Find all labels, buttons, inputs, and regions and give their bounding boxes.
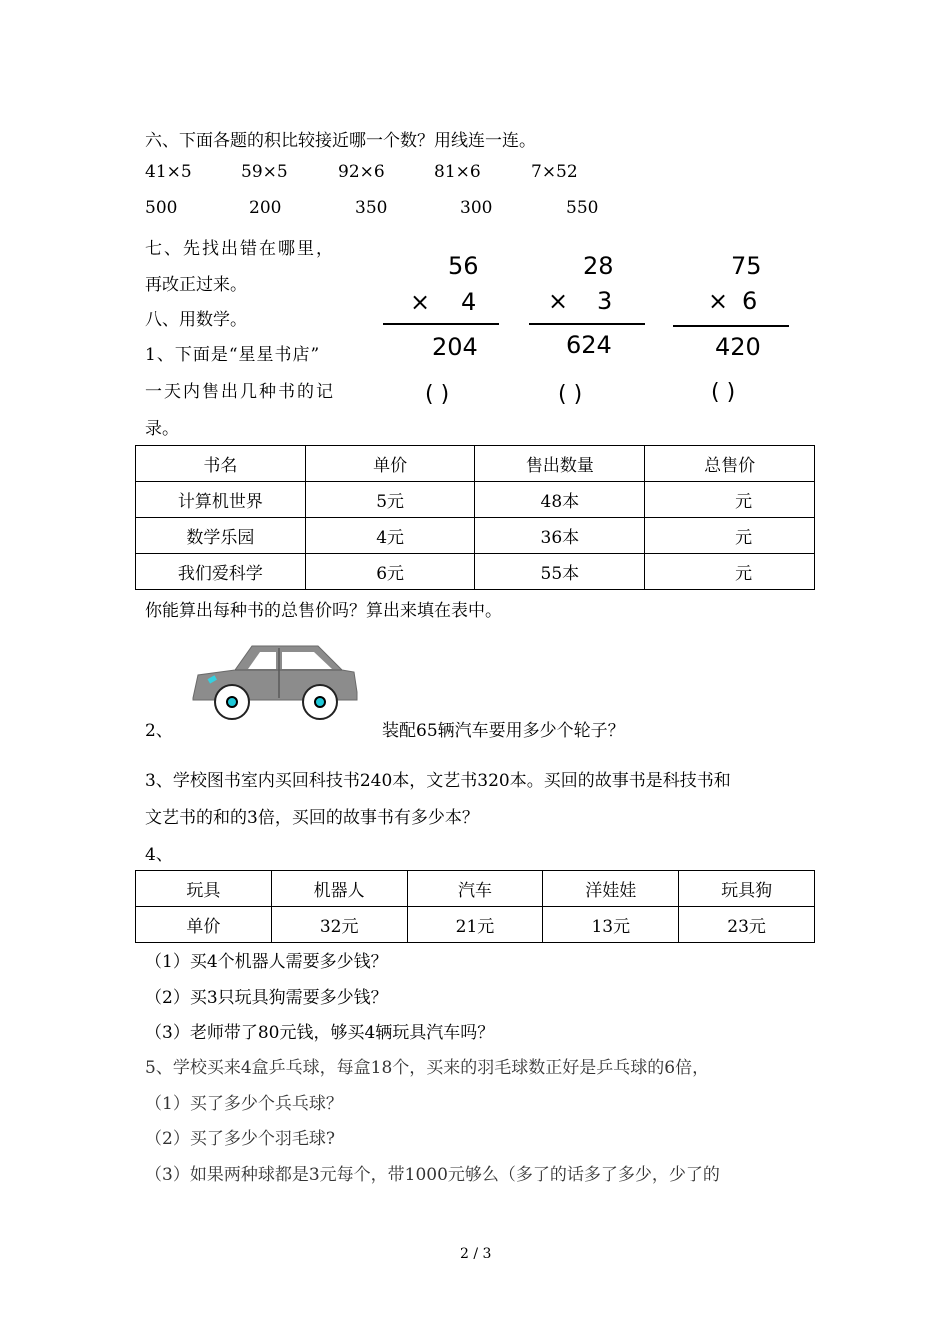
unit-price-cell: 4元 [305, 518, 475, 554]
table-row [136, 482, 815, 518]
doll-price-cell: 13元 [543, 907, 679, 943]
section8-title: 八、用数学。 [145, 310, 247, 330]
robot-price-cell: 32元 [271, 907, 407, 943]
table-row [136, 907, 815, 943]
problem-2-rule [529, 323, 645, 325]
expression-5: 7×52 [531, 162, 578, 182]
problem-2-mult: 3 [597, 287, 613, 315]
toy-price-table [135, 870, 815, 943]
expression-1: 41×5 [145, 162, 192, 182]
book-sales-table [135, 445, 815, 590]
quantity-cell: 36本 [475, 518, 645, 554]
section7-line1: 七、先找出错在哪里， [145, 239, 335, 259]
problem-1-mult: 4 [461, 288, 477, 316]
problem-1-op: × [410, 288, 431, 316]
header-toy: 玩具 [136, 871, 272, 907]
problem-2-answer-blank: ( ) [558, 382, 583, 407]
problem-3-result: 420 [715, 333, 761, 361]
problem-1-answer-blank: ( ) [425, 382, 450, 407]
q3-line1: 3、学校图书室内买回科技书240本，文艺书320本。买回的故事书是科技书和 [145, 771, 731, 791]
car-illustration [190, 642, 362, 720]
problem-3-op: × [708, 287, 729, 315]
table-row [136, 518, 815, 554]
price-label-cell: 单价 [136, 907, 272, 943]
target-1: 500 [145, 198, 178, 218]
table-header-row [136, 446, 815, 482]
q5-sub-2: （2）买了多少个羽毛球? [145, 1129, 335, 1149]
target-3: 350 [355, 198, 388, 218]
section7-line2: 再改正过来。 [145, 275, 247, 295]
table-row [136, 554, 815, 590]
header-total-price: 总售价 [645, 446, 815, 482]
q4-sub-2: （2）买3只玩具狗需要多少钱？ [145, 988, 388, 1008]
q1-line2: 一天内售出几种书的记 [145, 382, 335, 402]
expression-4: 81×6 [434, 162, 481, 182]
header-doll: 洋娃娃 [543, 871, 679, 907]
problem-3-answer-blank: ( ) [711, 380, 736, 405]
q4-number: 4、 [145, 845, 173, 865]
header-toy-dog: 玩具狗 [679, 871, 815, 907]
rear-wheel-hub [315, 697, 325, 707]
problem-2-op: × [548, 287, 569, 315]
target-4: 300 [460, 198, 493, 218]
q1-ask: 你能算出每种书的总售价吗？算出来填在表中。 [145, 601, 502, 621]
problem-1-rule [383, 323, 499, 325]
quantity-cell: 48本 [475, 482, 645, 518]
book-name-cell: 数学乐园 [136, 518, 306, 554]
expression-3: 92×6 [338, 162, 385, 182]
problem-1-result: 204 [432, 333, 478, 361]
header-book-name: 书名 [136, 446, 306, 482]
front-wheel-hub [227, 697, 237, 707]
total-price-cell[interactable]: 元 [645, 518, 815, 554]
header-robot: 机器人 [271, 871, 407, 907]
header-quantity-sold: 售出数量 [475, 446, 645, 482]
problem-2-result: 624 [566, 331, 612, 359]
problem-3-top: 75 [731, 252, 762, 280]
q5-line: 5、学校买来4盒乒乓球，每盒18个，买来的羽毛球数正好是乒乓球的6倍， [145, 1058, 710, 1078]
header-unit-price: 单价 [305, 446, 475, 482]
q5-sub-3: （3）如果两种球都是3元每个，带1000元够么（多了的话多了多少，少了的 [145, 1165, 720, 1185]
q2-number: 2、 [145, 721, 173, 741]
unit-price-cell: 6元 [305, 554, 475, 590]
problem-2-top: 28 [583, 252, 614, 280]
q1-line1: 1、下面是“星星书店” [145, 345, 321, 365]
quantity-cell: 55本 [475, 554, 645, 590]
q4-sub-1: （1）买4个机器人需要多少钱？ [145, 952, 388, 972]
table-header-row [136, 871, 815, 907]
car-price-cell: 21元 [407, 907, 543, 943]
toy-dog-price-cell: 23元 [679, 907, 815, 943]
problem-1-top: 56 [448, 252, 479, 280]
book-name-cell: 计算机世界 [136, 482, 306, 518]
q4-sub-3: （3）老师带了80元钱，够买4辆玩具汽车吗？ [145, 1023, 495, 1043]
total-price-cell[interactable]: 元 [645, 554, 815, 590]
problem-3-rule [673, 325, 789, 327]
q1-line3: 录。 [145, 419, 179, 439]
q2-text: 装配65辆汽车要用多少个轮子？ [382, 721, 625, 741]
total-price-cell[interactable]: 元 [645, 482, 815, 518]
page-number: 2 / 3 [460, 1246, 492, 1262]
target-5: 550 [566, 198, 599, 218]
header-car: 汽车 [407, 871, 543, 907]
book-name-cell: 我们爱科学 [136, 554, 306, 590]
expression-2: 59×5 [241, 162, 288, 182]
q5-sub-1: （1）买了多少个兵乓球？ [145, 1094, 343, 1114]
target-2: 200 [249, 198, 282, 218]
unit-price-cell: 5元 [305, 482, 475, 518]
problem-3-mult: 6 [742, 287, 758, 315]
q3-line2: 文艺书的和的3倍，买回的故事书有多少本？ [145, 808, 479, 828]
section6-title: 六、下面各题的积比较接近哪一个数？用线连一连。 [145, 131, 536, 151]
